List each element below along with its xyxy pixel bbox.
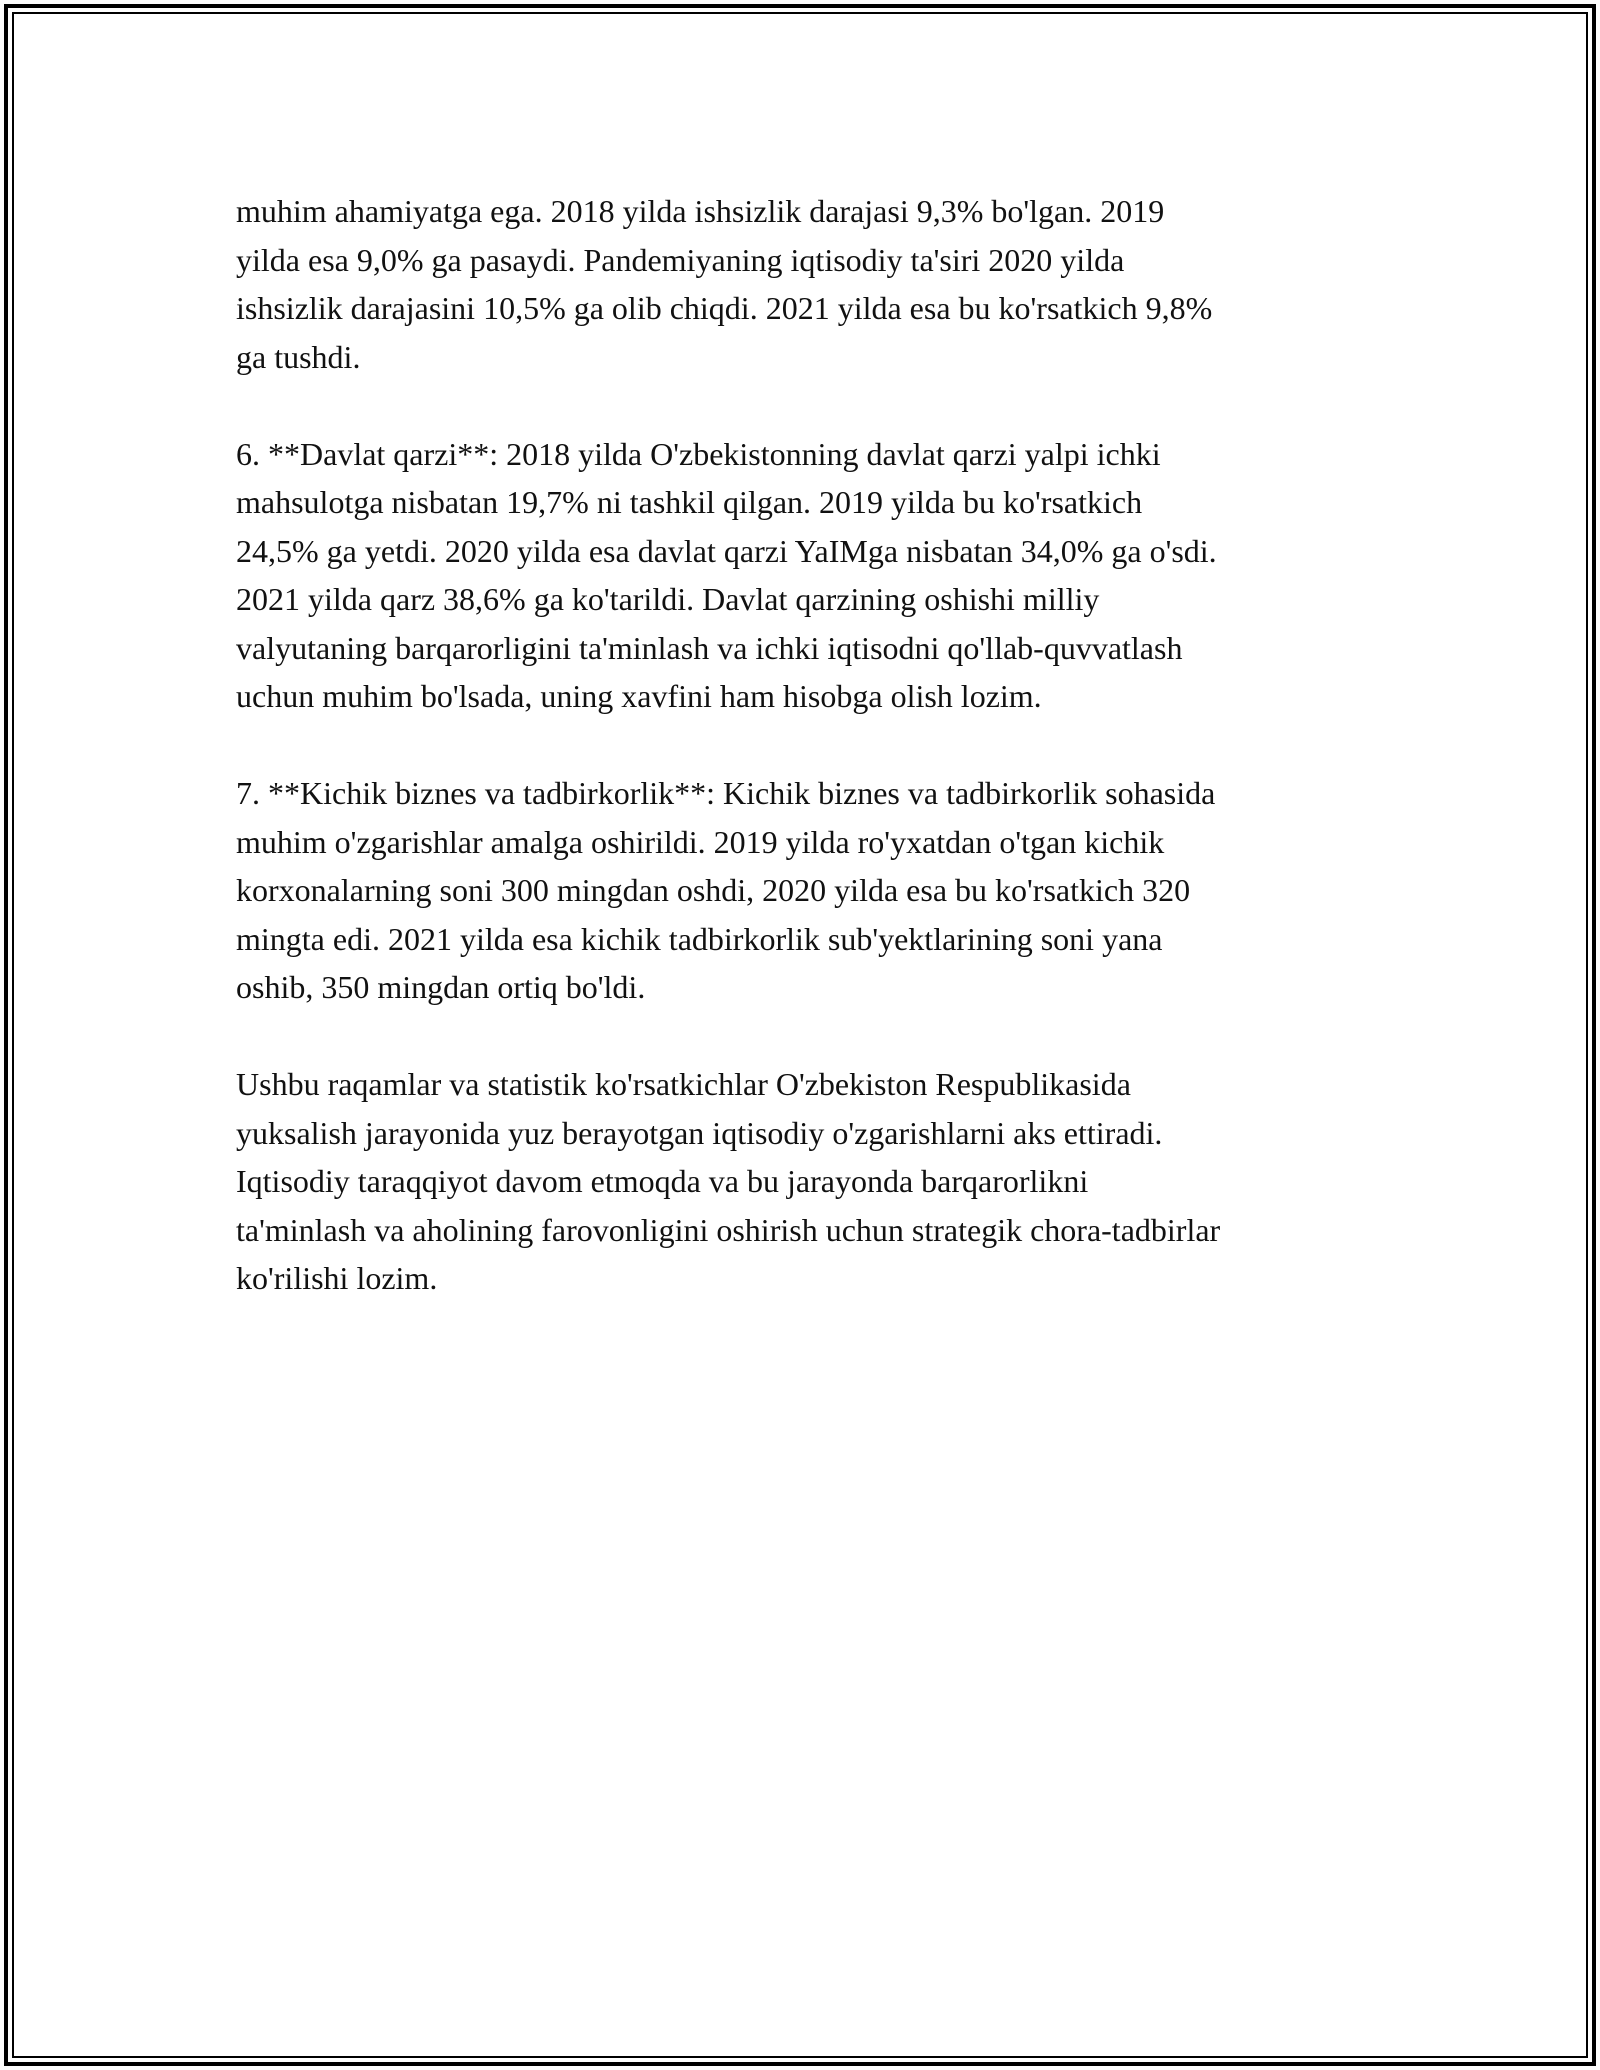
paragraph-small-business: 7. **Kichik biznes va tadbirkorlik**: Kichik biznes va tadbirkorlik sohasida muhim o'zgarishlar amalga oshirildi. 2019 yilda ro'yxatdan o'tgan kichik korxonalarning soni 300 mingdan oshdi, 2020 yilda esa bu ko'rsatkich 320 mingta edi. 2021 yilda esa kichik tadbirkorlik sub'yektlarining soni yana oshib, 350 mingdan ortiq bo'ldi. <box>236 775 1216 1005</box>
document-body <box>236 187 1396 1351</box>
paragraph-conclusion: Ushbu raqamlar va statistik ko'rsatkichlar O'zbekiston Respublikasida yuksalish jarayonida yuz berayotgan iqtisodiy o'zgarishlarni aks ettiradi. Iqtisodiy taraqqiyot davom etmoqda va bu jarayonda barqarorlikni ta'minlash va aholining farovonligini oshirish uchun strategik chora-tadbirlar ko'rilishi lozim. <box>236 1066 1221 1296</box>
paragraph-state-debt: 6. **Davlat qarzi**: 2018 yilda O'zbekistonning davlat qarzi yalpi ichki mahsulotga nisbatan 19,7% ni tashkil qilgan. 2019 yilda bu ko'rsatkich 24,5% ga yetdi. 2020 yilda esa davlat qarzi YaIMga nisbatan 34,0% ga o'sdi. 2021 yilda qarz 38,6% ga ko'tarildi. Davlat qarzining oshishi milliy valyutaning barqarorligini ta'minlash va ichki iqtisodni qo'llab-quvvatlash uchun muhim bo'lsada, uning xavfini ham hisobga olish lozim. <box>236 435 1217 714</box>
paragraph-unemployment: muhim ahamiyatga ega. 2018 yilda ishsizlik darajasi 9,3% bo'lgan. 2019 yilda esa 9,0% ga pasaydi. Pandemiyaning iqtisodiy ta'siri 2020 yilda ishsizlik darajasini 10,5% ga olib chiqdi. 2021 yilda esa bu ko'rsatkich 9,8% ga tushdi. <box>236 193 1213 375</box>
